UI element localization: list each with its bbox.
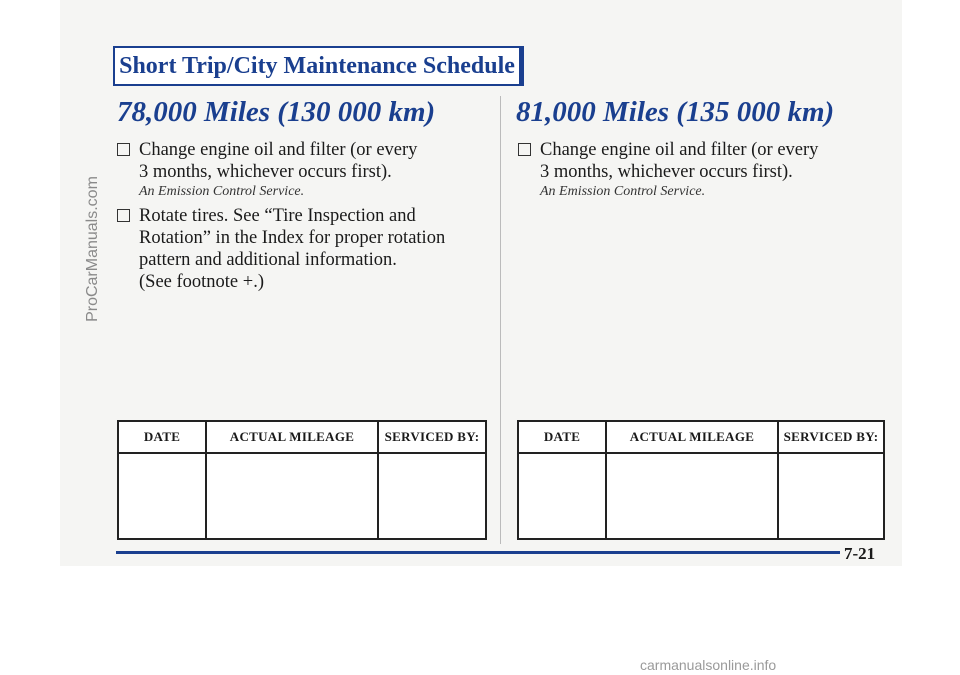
left-emission-note: An Emission Control Service. <box>139 184 305 199</box>
checkbox-icon[interactable] <box>117 143 130 156</box>
left-item-oil-line1: Change engine oil and filter (or every <box>139 140 418 160</box>
left-item-oil <box>117 139 487 183</box>
checkbox-icon[interactable] <box>518 143 531 156</box>
left-item-tires <box>117 205 487 293</box>
right-mileage-heading: 81,000 Miles (135 000 km) <box>516 96 835 128</box>
page-number: 7-21 <box>844 544 876 563</box>
footer-rule <box>116 551 840 554</box>
schedule-title-box <box>113 46 524 86</box>
right-item-oil-line1: Change engine oil and filter (or every <box>540 140 819 160</box>
left-mileage-heading: 78,000 Miles (130 000 km) <box>117 96 436 128</box>
serviced-by-cell[interactable] <box>779 454 883 538</box>
log-header-serviced: SERVICED BY: <box>783 429 879 444</box>
left-item-tires-line1: Rotate tires. See “Tire Inspection and <box>139 206 416 226</box>
side-watermark <box>78 0 108 560</box>
log-header-mileage: ACTUAL MILEAGE <box>629 429 755 444</box>
log-header-mileage: ACTUAL MILEAGE <box>229 429 355 444</box>
right-item-oil <box>518 139 888 183</box>
right-emission-note: An Emission Control Service. <box>540 184 706 199</box>
bottom-watermark: carmanualsonline.info <box>640 657 777 673</box>
checkbox-icon[interactable] <box>117 209 130 222</box>
left-item-tires-line3: pattern and additional information. <box>139 250 397 270</box>
serviced-by-cell[interactable] <box>379 454 485 538</box>
column-divider <box>500 96 501 544</box>
page-bottom-strip <box>60 560 902 566</box>
left-item-oil-line2: 3 months, whichever occurs first). <box>139 162 392 182</box>
mileage-cell[interactable] <box>207 454 377 538</box>
left-item-tires-line2: Rotation” in the Index for proper rotation <box>139 228 446 248</box>
date-cell[interactable] <box>519 454 605 538</box>
date-cell[interactable] <box>119 454 205 538</box>
left-item-tires-line4: (See footnote +.) <box>139 272 264 292</box>
left-service-log <box>117 420 487 540</box>
side-watermark-text: ProCarManuals.com <box>84 176 101 322</box>
schedule-title: Short Trip/City Maintenance Schedule <box>119 52 515 79</box>
log-header-serviced: SERVICED BY: <box>384 429 480 444</box>
log-header-date: DATE <box>143 429 181 444</box>
right-service-log <box>517 420 885 540</box>
mileage-cell[interactable] <box>607 454 777 538</box>
log-header-date: DATE <box>543 429 581 444</box>
right-item-oil-line2: 3 months, whichever occurs first). <box>540 162 793 182</box>
